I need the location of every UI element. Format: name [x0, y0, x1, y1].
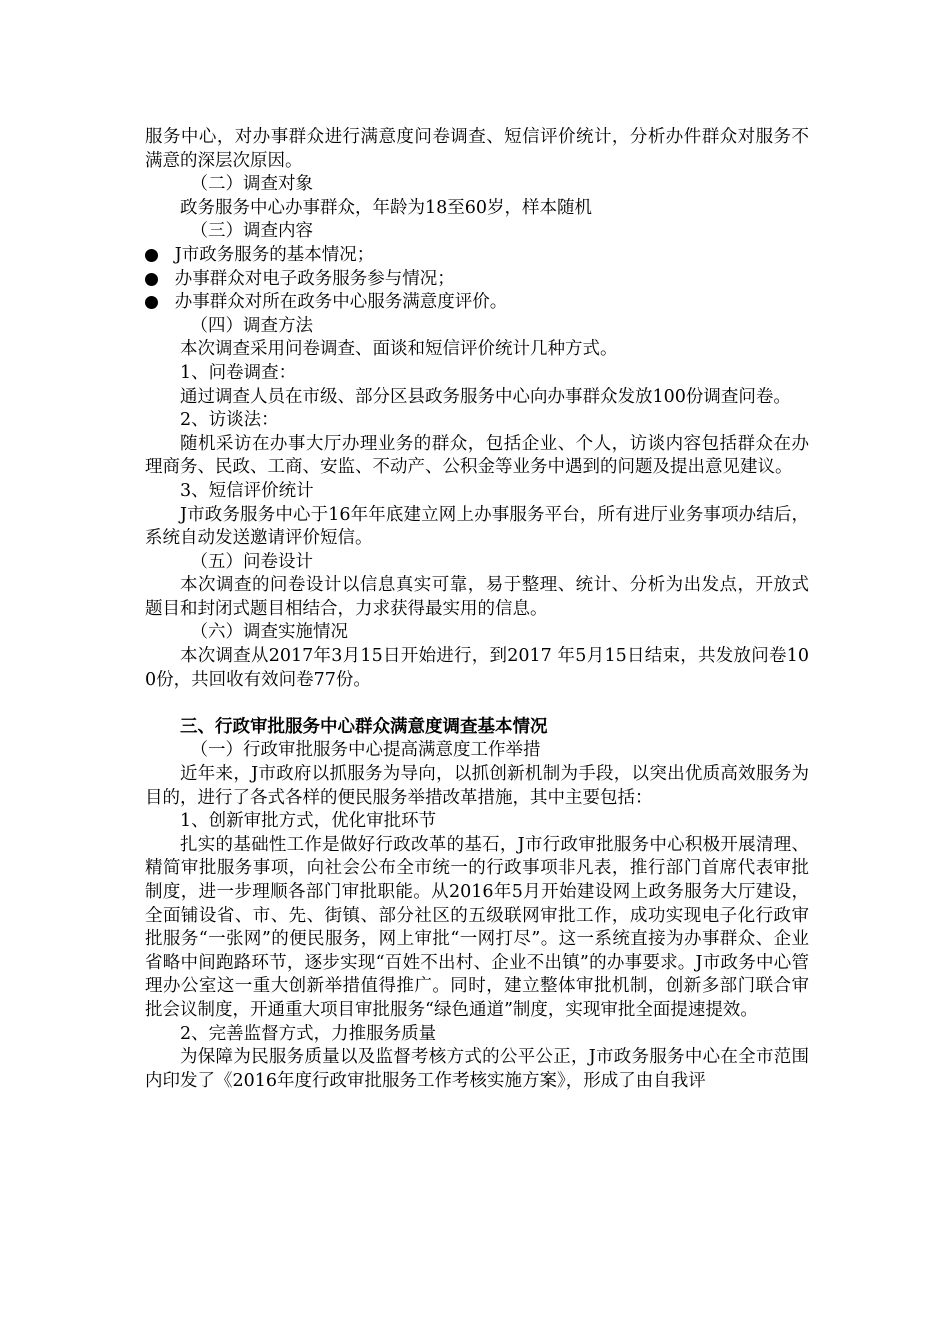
method-title-sms: 3、短信评价统计 [180, 480, 314, 501]
paragraph-survey-subjects: 政务服务中心办事群众，年龄为18至60岁，样本随机 [180, 197, 593, 218]
section-title-survey-subjects: （二）调查对象 [190, 174, 313, 195]
paragraph-interview: 随机采访在办事大厅办理业务的群众，包括企业、个人，访谈内容包括群众在办理商务、民政、工商、安监、不动产、公积金等业务中遇到的问题及提出意见建议。 [145, 433, 809, 478]
paragraph-intro-continued: 服务中心，对办事群众进行满意度问卷调查、短信评价统计，分析办件群众对服务不满意的深层次原因。 [145, 127, 809, 171]
paragraph-questionnaire: 通过调查人员在市级、部分区县政务服务中心向办事群众发放100份调查问卷。 [180, 386, 791, 407]
method-title-interview: 2、访谈法： [180, 410, 279, 431]
section-title-questionnaire-design: （五）问卷设计 [190, 551, 313, 572]
bullet-item [145, 291, 809, 315]
paragraph-innovation: 扎实的基础性工作是做好行政改革的基石，J市行政审批服务中心积极开展清理、精简审批服务事项，向社会公布全市统一的行政事项非凡表，推行部门首席代表审批制度，进一步理顺各部门审批职能。从2016年5月开始建设网上政务服务大厅建设，全面铺设省、市、先、街镇、部分社区的五级联网审批工作，成功实现电子化行政审批服务“一张网”的便民服务，网上审批“一网打尽”。这一系统直接为办事群众、企业省略中间跑路环节，逐步实现“百姓不出村、企业不出镇”的办事要求。J市政务中心管理办公室这一重大创新举措值得推广。同时，建立整体审批机制，创新多部门联合审批会议制度，开通重大项目审批服务“绿色通道”制度，实现审批全面提速提效。 [145, 834, 809, 1020]
bullet-item [145, 268, 809, 292]
bullet-text: J市政务服务的基本情况； [174, 244, 375, 265]
item-title-supervision: 2、完善监督方式，力推服务质量 [180, 1023, 437, 1044]
paragraph-questionnaire-design: 本次调查的问卷设计以信息真实可靠，易于整理、统计、分析为出发点，开放式题目和封闭式题目相结合，力求获得最实用的信息。 [145, 575, 809, 619]
bullet-text: 办事群众对所在政务中心服务满意度评价。 [174, 292, 508, 313]
paragraph-measures: 近年来，J市政府以抓服务为导向，以抓创新机制为手段，以突出优质高效服务为目的，进行了各式各样的便民服务举措改革措施，其中主要包括： [145, 764, 809, 808]
document-body [145, 126, 809, 1093]
paragraph-sms: J市政务服务中心于16年年底建立网上办事服务平台，所有进厅业务事项办结后，系统自动发送邀请评价短信。 [145, 504, 809, 549]
paragraph-survey-method: 本次调查采用问卷调查、面谈和短信评价统计几种方式。 [180, 339, 618, 360]
bullet-text: 办事群众对电子政务服务参与情况； [174, 268, 455, 289]
bullet-dot-icon [145, 273, 158, 286]
section-title-implementation: （六）调查实施情况 [190, 622, 348, 643]
item-title-innovation: 1、创新审批方式，优化审批环节 [180, 811, 437, 832]
chapter-heading: 三、行政审批服务中心群众满意度调查基本情况 [180, 716, 548, 737]
section-title-survey-content: （三）调查内容 [190, 221, 313, 242]
spacer [145, 692, 809, 716]
paragraph-supervision: 为保障为民服务质量以及监督考核方式的公平公正，J市政务服务中心在全市范围内印发了《2016年度行政审批服务工作考核实施方案》，形成了由自我评 [145, 1047, 809, 1091]
section-title-survey-method: （四）调查方法 [190, 315, 313, 336]
bullet-dot-icon [145, 296, 158, 309]
section-title-measures: （一）行政审批服务中心提高满意度工作举措 [190, 740, 541, 761]
paragraph-implementation: 本次调查从2017年3月15日开始进行，到2017 年5月15日结束，共发放问卷100份，共回收有效问卷77份。 [145, 646, 809, 690]
method-title-questionnaire: 1、问卷调查： [180, 362, 297, 383]
bullet-dot-icon [145, 249, 158, 262]
bullet-item [145, 244, 809, 268]
